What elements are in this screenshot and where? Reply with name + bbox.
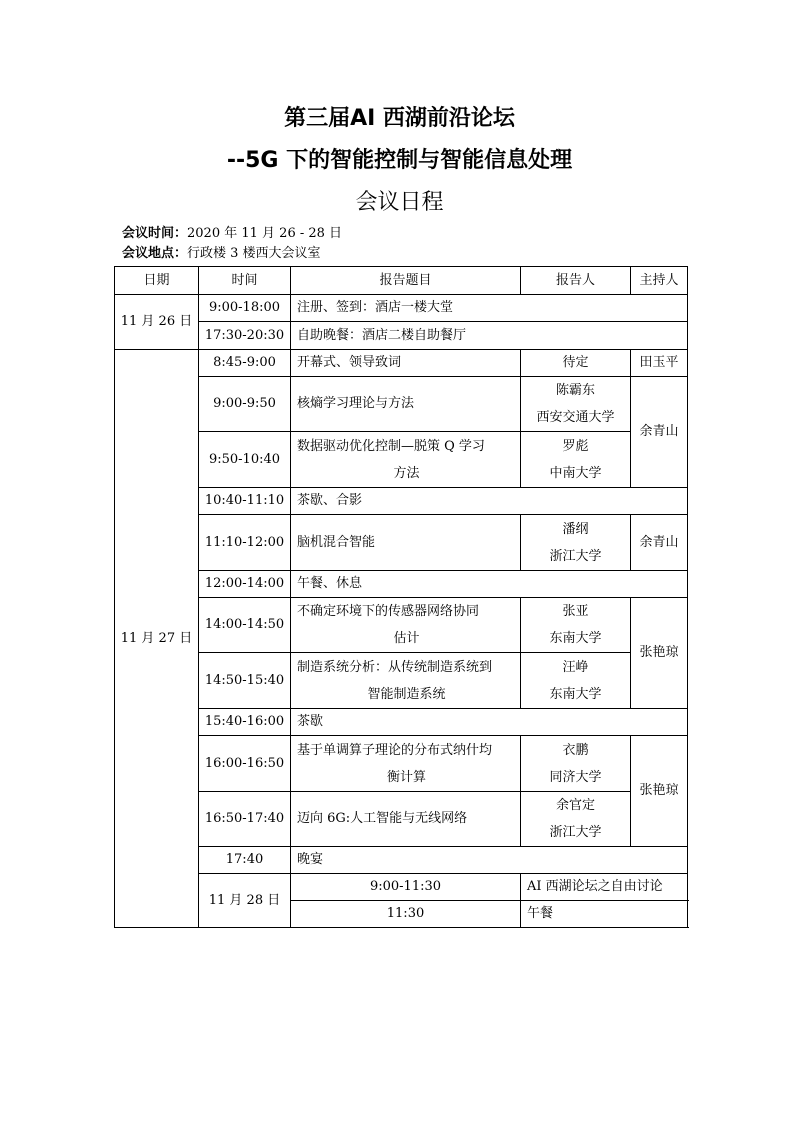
speaker-name: 余官定 [555,798,595,813]
speaker-cell [521,515,631,571]
table-row [115,350,688,377]
topic-line-2: 智能制造系统 [367,686,446,702]
speaker-cell [521,653,631,709]
speaker-name: 衣鹏 [562,742,589,758]
time-cell: 14:50-15:40 [199,653,291,709]
time-cell: 14:00-14:50 [199,598,291,653]
table-row [115,515,688,571]
speaker-cell: 待定 [521,350,631,377]
time-cell: 9:50-10:40 [199,432,291,488]
date-cell-27: 11 月 27 日 [115,350,199,928]
title-line-2: --5G 下的智能控制与智能信息处理 [226,148,573,173]
host-cell: 余青山 [631,515,688,571]
speaker-name: 汪峥 [562,659,589,675]
topic-cell [291,736,521,792]
speaker-cell [521,377,631,432]
time-cell: 9:00-9:50 [199,377,291,432]
topic-cell: 核熵学习理论与方法 [291,377,521,432]
speaker-org: 东南大学 [549,686,602,702]
time-cell: 10:40-11:10 [199,488,291,515]
meeting-place-value: 行政楼 3 楼西大会议室 [187,246,321,261]
topic-cell: 注册、签到：酒店一楼大堂 [291,295,688,322]
meeting-time-label: 会议时间： [122,226,188,241]
date-cell-26: 11 月 26 日 [115,295,199,350]
speaker-cell [521,598,631,653]
topic-cell: 开幕式、领导致词 [291,350,521,377]
topic-cell: 午餐、休息 [291,571,688,598]
time-cell: 16:00-16:50 [199,736,291,792]
topic-line-2: 衡计算 [386,769,426,785]
meeting-time-value: 2020 年 11 月 26 - 28 日 [187,226,343,241]
topic-cell: 晚宴 [291,847,688,874]
table-row [115,432,688,488]
header-topic: 报告题目 [291,267,521,295]
schedule-table [114,266,688,928]
title-line-3: 会议日程 [355,190,444,215]
time-cell: 9:00-18:00 [199,295,291,322]
table-row [115,598,688,653]
topic-cell: 茶歇 [291,709,688,736]
time-cell: 16:50-17:40 [199,792,291,847]
table-row [115,322,688,350]
table-row [115,571,688,598]
topic-cell: 午餐 [521,901,688,928]
table-row [115,736,688,792]
header-speaker: 报告人 [521,267,631,295]
header-date: 日期 [115,267,199,295]
time-cell: 9:00-11:30 [291,874,521,901]
topic-line-1: 不确定环境下的传感器网络协同 [297,604,480,619]
topic-cell [291,653,521,709]
speaker-org: 东南大学 [549,631,602,646]
topic-cell: AI 西湖论坛之自由讨论 [521,874,688,901]
title-line-1: 第三届AI 西湖前沿论坛 [284,106,515,131]
time-cell: 17:30-20:30 [199,322,291,350]
host-cell: 田玉平 [631,350,688,377]
speaker-org: 同济大学 [549,769,602,785]
time-cell: 11:30 [291,901,521,928]
speaker-cell [521,792,631,847]
topic-line-2: 方法 [393,465,420,481]
topic-cell: 茶歇、合影 [291,488,688,515]
table-row [115,709,688,736]
speaker-org: 西安交通大学 [536,410,615,425]
table-row [115,653,688,709]
time-cell: 8:45-9:00 [199,350,291,377]
time-cell: 15:40-16:00 [199,709,291,736]
speaker-org: 浙江大学 [549,548,602,564]
speaker-name: 潘纲 [562,521,589,537]
time-cell: 11:10-12:00 [199,515,291,571]
topic-line-1: 数据驱动优化控制—脱策 Q 学习 [297,438,485,454]
date-cell-28: 11 月 28 日 [199,874,291,928]
table-row [115,295,688,322]
speaker-name: 罗彪 [562,438,589,454]
topic-line-1: 制造系统分析：从传统制造系统到 [297,659,493,675]
host-cell: 张艳琼 [631,736,688,847]
meeting-time [122,225,342,243]
speaker-name: 张亚 [562,604,589,619]
time-cell: 17:40 [199,847,291,874]
header-time: 时间 [199,267,291,295]
topic-cell: 脑机混合智能 [291,515,521,571]
table-row [115,488,688,515]
meeting-place-label: 会议地点： [122,246,188,261]
header-host: 主持人 [631,267,688,295]
speaker-cell [521,432,631,488]
topic-line-1: 基于单调算子理论的分布式纳什均 [297,742,493,758]
host-cell: 余青山 [631,377,688,488]
topic-cell [291,432,521,488]
host-cell: 张艳琼 [631,598,688,709]
topic-cell: 自助晚餐：酒店二楼自助餐厅 [291,322,688,350]
speaker-org: 中南大学 [549,465,602,481]
speaker-cell [521,736,631,792]
table-row [115,792,688,847]
time-cell: 12:00-14:00 [199,571,291,598]
table-header-row [115,267,688,295]
topic-cell [291,598,521,653]
table-row [115,847,688,874]
speaker-name: 陈霸东 [555,383,595,398]
meeting-place [122,245,321,263]
topic-cell: 迈向 6G:人工智能与无线网络 [291,792,521,847]
table-row [115,377,688,432]
table-row [115,874,688,901]
topic-line-2: 估计 [393,631,420,646]
speaker-org: 浙江大学 [549,825,602,840]
